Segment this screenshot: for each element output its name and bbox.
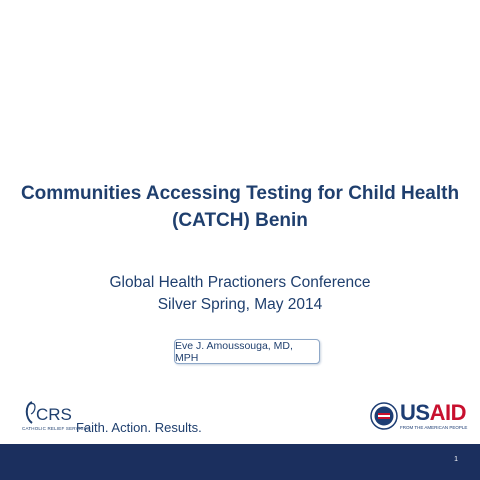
- crs-mark-text: CRS: [36, 405, 72, 424]
- usaid-seal-icon: [370, 402, 398, 430]
- author-box: [174, 339, 320, 364]
- usaid-subtext: FROM THE AMERICAN PEOPLE: [400, 425, 468, 430]
- usaid-us: US: [400, 400, 430, 425]
- title-line-1: Communities Accessing Testing for Child Health: [20, 183, 460, 204]
- title-line-2: (CATCH) Benin: [172, 210, 308, 231]
- usaid-aid: AID: [429, 400, 466, 425]
- subtitle-line-1: Global Health Practioners Conference: [109, 274, 371, 291]
- page-number: 1: [454, 456, 458, 463]
- slide-title: [20, 180, 460, 234]
- crs-logo: [22, 398, 212, 435]
- usaid-wordmark: [400, 400, 466, 426]
- crs-tagline: Faith. Action. Results.: [76, 420, 202, 435]
- usaid-logo: [370, 398, 470, 434]
- crs-small-text: CATHOLIC RELIEF SERVICES: [22, 426, 91, 431]
- subtitle-line-2: Silver Spring, May 2014: [157, 296, 323, 313]
- crs-logo-icon: [22, 398, 76, 428]
- author-name: Eve J. Amoussouga, MD, MPH: [175, 339, 293, 364]
- slide-subtitle: [20, 272, 460, 316]
- footer-bar: [0, 444, 480, 480]
